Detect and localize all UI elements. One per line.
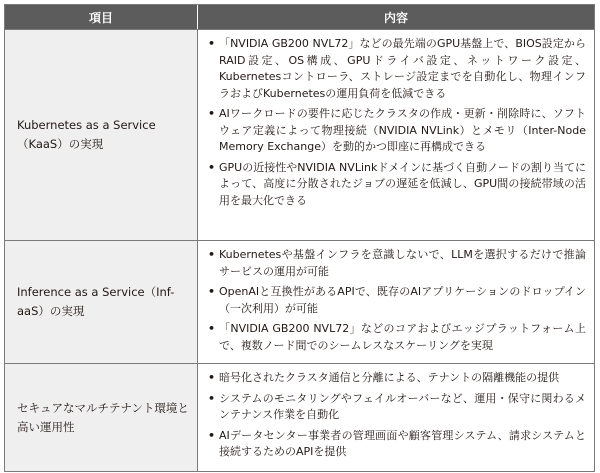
- bullet-icon: •: [208, 391, 216, 405]
- bullet-icon: •: [208, 371, 216, 384]
- list-item: [208, 391, 586, 424]
- bullet-icon: •: [208, 37, 216, 50]
- table-row: [5, 363, 594, 471]
- list-item-text: 暗号化されたクラスタ通信と分離による、テナントの隔離機能の提供: [219, 371, 560, 384]
- bullet-icon: •: [208, 285, 216, 298]
- bullet-icon: •: [208, 322, 216, 335]
- feature-table: [4, 4, 595, 472]
- row-category: Kubernetes as a Service（KaaS）の実現: [5, 30, 198, 240]
- list-item-text: 「NVIDIA GB200 NVL72」などの最先端のGPU基盤上で、BIOS設定からRAID設定、OS構成、GPUドライバ設定、ネットワーク設定、Kubernetesコントローラ、ストレージ設定までを自動化し、物理インフラおよびKubernetesの運用負荷を低減できる: [219, 37, 586, 100]
- list-item: [208, 284, 586, 317]
- list-item-text: システムのモニタリングやフェイルオーバーなど、運用・保守に関わるメンテナンス作業を自動化: [219, 391, 586, 421]
- table-header: [5, 5, 594, 29]
- row-category: Inference as a Service（Inf-aaS）の実現: [5, 241, 198, 363]
- header-content: 内容: [383, 10, 408, 25]
- row-content: [198, 30, 594, 240]
- bullet-icon: •: [208, 160, 216, 174]
- list-item-text: AIワークロードの要件に応じたクラスタの作成・更新・削除時に、ソフトウェア定義によって物理接続（NVIDIA NVLink）とメモリ（Inter-Node Memory Exchange）を動的かつ即座に再構成できる: [219, 107, 586, 153]
- list-item: [208, 370, 586, 387]
- bullet-icon: •: [208, 107, 216, 120]
- bullet-icon: •: [208, 248, 216, 261]
- table-row: [5, 240, 594, 363]
- list-item-text: 「NVIDIA GB200 NVL72」などのコアおよびエッジプラットフォーム上で、複数ノード間でのシームレスなスケーリングを実現: [219, 322, 586, 352]
- list-item: [208, 106, 586, 156]
- row-content: [198, 364, 594, 471]
- list-item: [208, 160, 586, 210]
- list-item: [208, 428, 586, 461]
- list-item: [208, 321, 586, 354]
- list-item: [208, 36, 586, 102]
- header-item: 項目: [5, 5, 198, 29]
- bullet-icon: •: [208, 428, 216, 442]
- list-item-text: AIデータセンター事業者の管理画面や顧客管理システム、請求システムと接続するためのAPIを提供: [219, 428, 586, 458]
- row-content: [198, 241, 594, 363]
- list-item-text: OpenAIと互換性があるAPIで、既存のAIアプリケーションのドロップイン（一次利用）が可能: [219, 285, 586, 315]
- row-category: セキュアなマルチテナント環境と高い運用性: [5, 364, 198, 471]
- table-row: [5, 29, 594, 240]
- list-item: [208, 247, 586, 280]
- list-item-text: GPUの近接性やNVIDIA NVLinkドメインに基づく自動ノードの割り当てによって、高度に分散されたジョブの遅延を低減し、GPU間の接続帯域の活用を最大化できる: [219, 160, 586, 207]
- list-item-text: Kubernetesや基盤インフラを意識しないで、LLMを選択するだけで推論サービスの運用が可能: [219, 248, 586, 278]
